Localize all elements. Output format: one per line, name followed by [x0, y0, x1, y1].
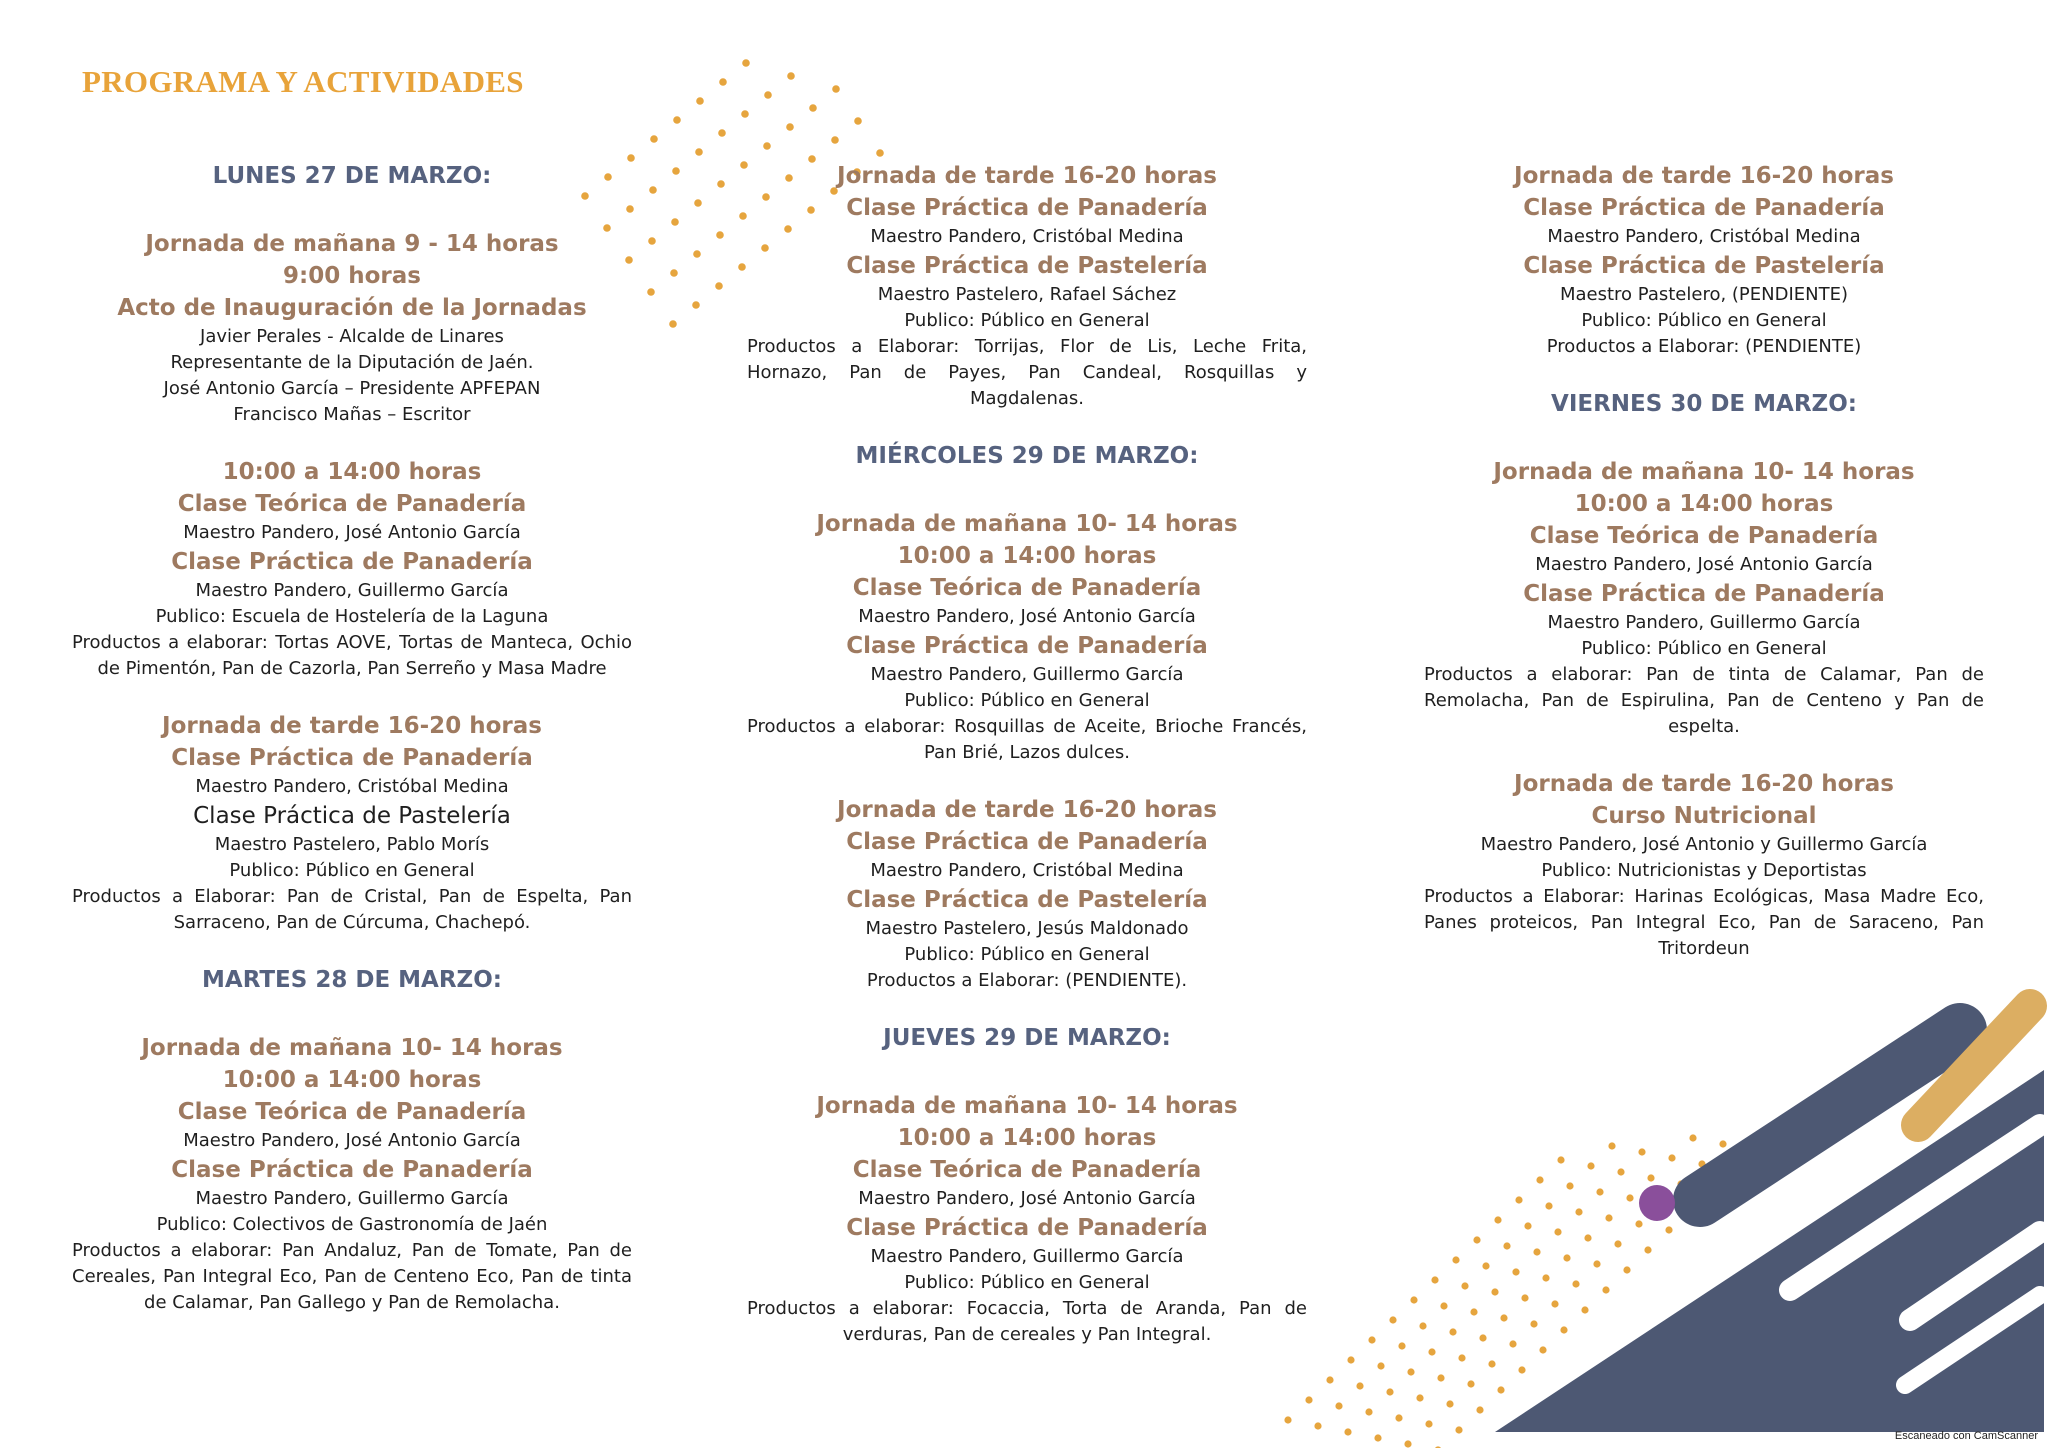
- decorative-dot: [787, 72, 795, 80]
- decorative-dot: [1428, 1348, 1435, 1355]
- decorative-dot: [1503, 1242, 1510, 1249]
- instructor-line: Maestro Pandero, Cristóbal Medina: [870, 226, 1184, 247]
- class-title: Clase Práctica de Pastelería: [1523, 253, 1885, 279]
- instructor-line: Maestro Pandero, José Antonio García: [183, 1130, 521, 1151]
- decorative-dot: [673, 116, 681, 124]
- decorative-dot: [786, 123, 794, 131]
- decorative-dot: [1446, 1400, 1453, 1407]
- class-title: Clase Práctica de Pastelería: [193, 803, 511, 829]
- decorative-dot: [1572, 1280, 1579, 1287]
- miercoles-afternoon-block: [747, 794, 1307, 994]
- decorative-dot: [1356, 1382, 1363, 1389]
- decorative-dot: [649, 186, 657, 194]
- session-time: 10:00 a 14:00 horas: [897, 1125, 1157, 1151]
- activity-title: Acto de Inauguración de la Jornadas: [117, 295, 587, 321]
- class-title: Clase Teórica de Panadería: [852, 575, 1202, 601]
- decorative-dot: [1668, 1154, 1675, 1161]
- audience-line: Publico: Público en General: [904, 944, 1150, 965]
- instructor-line: Maestro Pandero, Guillermo García: [195, 580, 509, 601]
- products-line: Productos a elaborar: Focaccia, Torta de Aranda, Pan de verduras, Pan de cereales y Pan Integral.: [747, 1298, 1307, 1345]
- instructor-line: Maestro Pandero, Guillermo García: [870, 664, 1184, 685]
- decorative-dot: [1602, 1286, 1609, 1293]
- session-time: 10:00 a 14:00 horas: [1574, 491, 1834, 517]
- decorative-dot: [1389, 1316, 1396, 1323]
- class-title: Clase Teórica de Panadería: [177, 1099, 527, 1125]
- session-heading: Jornada de mañana 10- 14 horas: [141, 1035, 563, 1061]
- decorative-dot: [693, 250, 701, 258]
- decorative-dot: [696, 97, 704, 105]
- audience-line: Publico: Público en General: [904, 1272, 1150, 1293]
- decorative-dot: [1404, 1440, 1411, 1447]
- decorative-dot: [1584, 1234, 1591, 1241]
- decorative-dot: [1314, 1422, 1321, 1429]
- audience-line: Publico: Escuela de Hostelería de la Laguna: [155, 606, 549, 627]
- session-heading: Jornada de tarde 16-20 horas: [837, 797, 1217, 823]
- decorative-dot: [1500, 1314, 1507, 1321]
- decorative-dot: [1470, 1308, 1477, 1315]
- audience-line: Publico: Público en General: [1581, 638, 1827, 659]
- decorative-dot: [1284, 1416, 1291, 1423]
- day-title-miercoles: MIÉRCOLES 29 DE MARZO:: [855, 443, 1199, 469]
- products-line: Productos a Elaborar: Torrijas, Flor de Lis, Leche Frita, Hornazo, Pan de Payes, Pan Candeal, Rosquillas y Magdalenas.: [747, 336, 1307, 409]
- decorative-dot: [1494, 1216, 1501, 1223]
- audience-line: Publico: Nutricionistas y Deportistas: [1541, 860, 1867, 881]
- decorative-dot: [764, 91, 772, 99]
- decorative-dot: [1386, 1388, 1393, 1395]
- decorative-dot: [1482, 1262, 1489, 1269]
- decorative-dot: [1476, 1406, 1483, 1413]
- decorative-dot: [1665, 1226, 1672, 1233]
- decorative-dot: [1689, 1134, 1696, 1141]
- audience-line: Publico: Público en General: [904, 690, 1150, 711]
- jueves-afternoon-block: [1424, 160, 1984, 360]
- audience-line: Publico: Público en General: [904, 310, 1150, 331]
- instructor-line: Maestro Pastelero, Pablo Morís: [214, 834, 490, 855]
- class-title: Clase Práctica de Pastelería: [846, 887, 1208, 913]
- decorative-dot: [1374, 1434, 1381, 1441]
- decorative-dot: [695, 148, 703, 156]
- decorative-dot: [1593, 1260, 1600, 1267]
- speaker-line: Javier Perales - Alcalde de Linares: [200, 326, 504, 347]
- decorative-dot: [1719, 1140, 1726, 1147]
- speaker-line: Representante de la Diputación de Jaén.: [170, 352, 534, 373]
- session-time: 10:00 a 14:00 horas: [222, 459, 482, 485]
- instructor-line: Maestro Pandero, Guillermo García: [1547, 612, 1861, 633]
- class-title: Clase Teórica de Panadería: [852, 1157, 1202, 1183]
- decorative-dot: [1419, 1322, 1426, 1329]
- decorative-dot: [1344, 1428, 1351, 1435]
- class-title: Clase Práctica de Panadería: [1523, 581, 1885, 607]
- decorative-dot: [1467, 1380, 1474, 1387]
- decorative-dot: [1623, 1266, 1630, 1273]
- decorative-dot: [1377, 1362, 1384, 1369]
- decorative-dot: [1566, 1182, 1573, 1189]
- jueves-morning-block: [747, 1090, 1307, 1348]
- day-title-jueves: JUEVES 29 DE MARZO:: [883, 1025, 1171, 1051]
- decorative-dot: [1524, 1222, 1531, 1229]
- products-line: Productos a elaborar: Rosquillas de Aceite, Brioche Francés, Pan Brié, Lazos dulces.: [747, 716, 1307, 763]
- class-title: Clase Práctica de Pastelería: [846, 253, 1208, 279]
- decorative-dot: [1581, 1306, 1588, 1313]
- column-3: [1424, 160, 1984, 990]
- decorative-dot: [1605, 1214, 1612, 1221]
- class-title: Clase Práctica de Panadería: [171, 549, 533, 575]
- products-line: Productos a Elaborar: Pan de Cristal, Pan de Espelta, Pan Sarraceno, Pan de Cúrcuma, Chachepó.: [72, 886, 632, 933]
- decorative-dot: [715, 282, 723, 290]
- session-heading: Jornada de mañana 9 - 14 horas: [145, 231, 559, 257]
- page-title: PROGRAMA Y ACTIVIDADES: [82, 64, 524, 99]
- decorative-dot: [1473, 1236, 1480, 1243]
- decorative-dot: [1515, 1196, 1522, 1203]
- class-title: Clase Práctica de Panadería: [171, 1157, 533, 1183]
- decorative-dot: [719, 78, 727, 86]
- instructor-line: Maestro Pandero, Guillermo García: [870, 1246, 1184, 1267]
- decorative-dot: [1497, 1386, 1504, 1393]
- instructor-line: Maestro Pandero, José Antonio García: [183, 522, 521, 543]
- decorative-dot: [1626, 1194, 1633, 1201]
- day-title-viernes: VIERNES 30 DE MARZO:: [1551, 391, 1857, 417]
- decorative-dot: [672, 167, 680, 175]
- decorative-dot: [1449, 1328, 1456, 1335]
- session-heading: Jornada de mañana 10- 14 horas: [816, 511, 1238, 537]
- decorative-dot: [1587, 1162, 1594, 1169]
- column-2: [747, 160, 1307, 1376]
- session-time: 9:00 horas: [283, 263, 421, 289]
- decorative-dot: [1539, 1346, 1546, 1353]
- products-line: Productos a elaborar: Tortas AOVE, Tortas de Manteca, Ochio de Pimentón, Pan de Cazorla, Pan Serreño y Masa Madre: [72, 632, 632, 679]
- decorative-dot: [647, 288, 655, 296]
- session-time: 10:00 a 14:00 horas: [897, 543, 1157, 569]
- decorative-dot: [1635, 1220, 1642, 1227]
- decorative-dot: [1545, 1202, 1552, 1209]
- speaker-line: José Antonio García – Presidente APFEPAN: [163, 378, 541, 399]
- products-line: Productos a Elaborar: Harinas Ecológicas, Masa Madre Eco, Panes proteicos, Pan Integral Eco, Pan de Saraceno, Pan Tritordeun: [1424, 886, 1984, 959]
- lunes-classes-block: [72, 456, 632, 682]
- decorative-dot: [1347, 1356, 1354, 1363]
- decorative-dot: [854, 117, 862, 125]
- purple-circle: [1639, 1185, 1675, 1221]
- decorative-dot: [1530, 1320, 1537, 1327]
- audience-line: Publico: Público en General: [229, 860, 475, 881]
- decorative-dot: [1551, 1300, 1558, 1307]
- decorative-dot: [1410, 1296, 1417, 1303]
- speaker-line: Francisco Mañas – Escritor: [233, 404, 471, 425]
- audience-line: Publico: Colectivos de Gastronomía de Jaén: [156, 1214, 548, 1235]
- products-line: Productos a Elaborar: (PENDIENTE): [1546, 336, 1862, 357]
- session-heading: Jornada de tarde 16-20 horas: [162, 713, 542, 739]
- decorative-dot: [1416, 1394, 1423, 1401]
- decorative-dot: [716, 231, 724, 239]
- session-time: 10:00 a 14:00 horas: [222, 1067, 482, 1093]
- decorative-dot: [1368, 1336, 1375, 1343]
- class-title: Clase Práctica de Panadería: [846, 829, 1208, 855]
- decorative-dot: [1395, 1414, 1402, 1421]
- decorative-dot: [1305, 1396, 1312, 1403]
- decorative-dot: [1425, 1420, 1432, 1427]
- session-heading: Jornada de tarde 16-20 horas: [1514, 771, 1894, 797]
- instructor-line: Maestro Pastelero, Rafael Sáchez: [877, 284, 1177, 305]
- products-line: Productos a elaborar: Pan de tinta de Calamar, Pan de Remolacha, Pan de Espirulina, Pan de Centeno y Pan de espelta.: [1424, 664, 1984, 737]
- decorative-dot: [1647, 1174, 1654, 1181]
- decorative-dot: [1554, 1228, 1561, 1235]
- audience-line: Publico: Público en General: [1581, 310, 1827, 331]
- session-heading: Jornada de mañana 10- 14 horas: [1493, 459, 1915, 485]
- instructor-line: Maestro Pandero, Cristóbal Medina: [870, 860, 1184, 881]
- decorative-dot: [1614, 1240, 1621, 1247]
- decorative-dot: [1521, 1294, 1528, 1301]
- instructor-line: Maestro Pandero, Cristóbal Medina: [1547, 226, 1861, 247]
- session-heading: Jornada de tarde 16-20 horas: [837, 163, 1217, 189]
- decorative-dot: [1560, 1326, 1567, 1333]
- decorative-dot: [650, 135, 658, 143]
- decorative-dot: [1365, 1408, 1372, 1415]
- class-title: Clase Teórica de Panadería: [177, 491, 527, 517]
- decorative-dot: [1479, 1334, 1486, 1341]
- decorative-dot: [1491, 1288, 1498, 1295]
- instructor-line: Maestro Pastelero, (PENDIENTE): [1559, 284, 1849, 305]
- class-title: Curso Nutricional: [1591, 803, 1817, 829]
- decorative-dot: [1608, 1142, 1615, 1149]
- instructor-line: Maestro Pandero, José Antonio García: [858, 606, 1196, 627]
- decorative-dot: [831, 136, 839, 144]
- column-1: [72, 160, 632, 1344]
- decorative-dot: [692, 301, 700, 309]
- decorative-dot: [1461, 1282, 1468, 1289]
- decorative-dot: [1512, 1268, 1519, 1275]
- decorative-dot: [718, 129, 726, 137]
- decorative-dot: [1398, 1342, 1405, 1349]
- scanner-watermark: Escaneado con CamScanner: [1894, 1430, 2038, 1442]
- decorative-dot: [1563, 1254, 1570, 1261]
- class-title: Clase Práctica de Panadería: [1523, 195, 1885, 221]
- decorative-dot: [739, 212, 747, 220]
- decorative-dot: [1455, 1426, 1462, 1433]
- decorative-dot: [763, 142, 771, 150]
- decorative-dot: [1542, 1274, 1549, 1281]
- class-title: Clase Práctica de Panadería: [846, 195, 1208, 221]
- decorative-dot: [1536, 1176, 1543, 1183]
- day-title-lunes: LUNES 27 DE MARZO:: [212, 163, 492, 189]
- decorative-dot: [1440, 1302, 1447, 1309]
- decorative-dot: [1617, 1168, 1624, 1175]
- decorative-dot: [741, 110, 749, 118]
- viernes-morning-block: [1424, 456, 1984, 740]
- decorative-dot: [1452, 1256, 1459, 1263]
- day-title-martes: MARTES 28 DE MARZO:: [202, 967, 502, 993]
- decorative-dot: [1488, 1360, 1495, 1367]
- decorative-dot: [717, 180, 725, 188]
- decorative-dot: [670, 269, 678, 277]
- decorative-dot: [1335, 1402, 1342, 1409]
- instructor-line: Maestro Pandero, José Antonio y Guillermo García: [1480, 834, 1928, 855]
- class-title: Clase Práctica de Panadería: [171, 745, 533, 771]
- decorative-dot: [1575, 1208, 1582, 1215]
- class-title: Clase Práctica de Panadería: [846, 1215, 1208, 1241]
- decorative-dot: [1518, 1366, 1525, 1373]
- class-title: Clase Teórica de Panadería: [1529, 523, 1879, 549]
- decorative-dot: [671, 218, 679, 226]
- instructor-line: Maestro Pandero, José Antonio García: [858, 1188, 1196, 1209]
- martes-morning-block: [72, 1032, 632, 1316]
- lunes-morning-block: [72, 228, 632, 428]
- decorative-dot: [742, 59, 750, 67]
- products-line: Productos a Elaborar: (PENDIENTE).: [866, 970, 1188, 991]
- decorative-dot: [1407, 1368, 1414, 1375]
- decorative-dot: [1437, 1374, 1444, 1381]
- class-title: Clase Práctica de Panadería: [846, 633, 1208, 659]
- lunes-afternoon-block: [72, 710, 632, 936]
- decorative-dot: [1509, 1340, 1516, 1347]
- instructor-line: Maestro Pandero, Guillermo García: [195, 1188, 509, 1209]
- decorative-dot: [1638, 1148, 1645, 1155]
- decorative-dot: [832, 85, 840, 93]
- instructor-line: Maestro Pandero, Cristóbal Medina: [195, 776, 509, 797]
- decorative-dot: [876, 149, 884, 157]
- session-heading: Jornada de tarde 16-20 horas: [1514, 163, 1894, 189]
- viernes-afternoon-block: [1424, 768, 1984, 962]
- instructor-line: Maestro Pandero, José Antonio García: [1535, 554, 1873, 575]
- decorative-dot: [809, 104, 817, 112]
- products-line: Productos a elaborar: Pan Andaluz, Pan de Tomate, Pan de Cereales, Pan Integral Eco, Pan de Centeno Eco, Pan de tinta de Calamar, Pan Gallego y Pan de Remolacha.: [72, 1240, 632, 1313]
- decorative-dot: [694, 199, 702, 207]
- instructor-line: Maestro Pastelero, Jesús Maldonado: [865, 918, 1189, 939]
- miercoles-morning-block: [747, 508, 1307, 766]
- decorative-dot: [1644, 1246, 1651, 1253]
- decorative-dot: [1431, 1276, 1438, 1283]
- decorative-dot: [1458, 1354, 1465, 1361]
- decorative-dot: [1557, 1156, 1564, 1163]
- decorative-dot: [1596, 1188, 1603, 1195]
- decorative-dot: [669, 320, 677, 328]
- decorative-dot: [738, 263, 746, 271]
- martes-afternoon-block: [747, 160, 1307, 412]
- decorative-dot: [1326, 1376, 1333, 1383]
- session-heading: Jornada de mañana 10- 14 horas: [816, 1093, 1238, 1119]
- decorative-dot: [1533, 1248, 1540, 1255]
- decorative-dot: [648, 237, 656, 245]
